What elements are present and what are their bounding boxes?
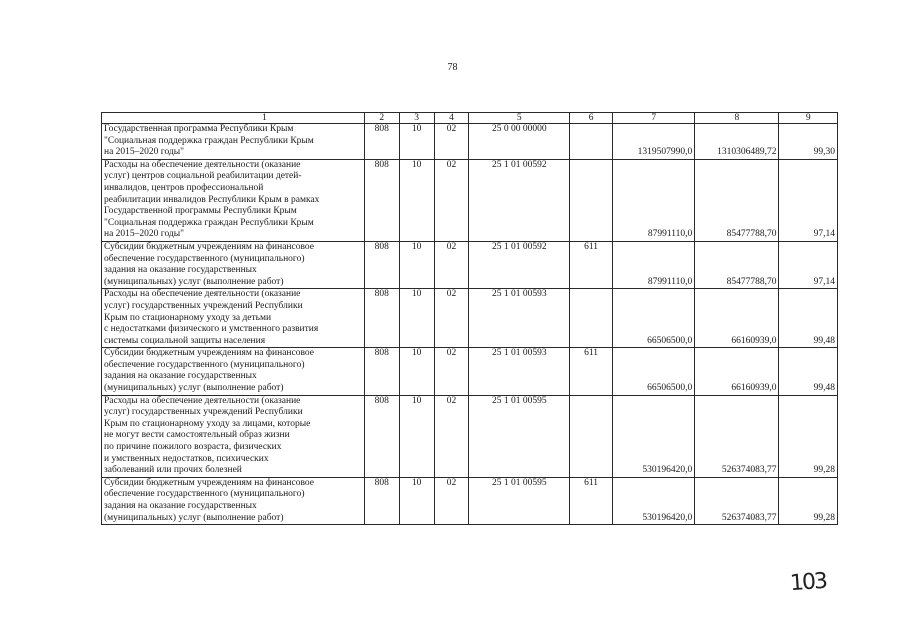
row-ministry-code: 808 xyxy=(364,289,399,348)
row-name xyxy=(102,477,365,524)
header-col-5: 5 xyxy=(469,113,570,124)
row-name-line: Государственная программа Республики Крым xyxy=(104,124,294,134)
row-ministry-code: 808 xyxy=(364,348,399,395)
header-col-4: 4 xyxy=(434,113,469,124)
row-execution-percent: 99,28 xyxy=(779,477,838,524)
row-executed-amount: 526374083,77 xyxy=(695,395,779,477)
header-col-7: 7 xyxy=(613,113,695,124)
row-target-article: 25 1 01 00592 xyxy=(469,241,570,288)
row-ministry-code: 808 xyxy=(364,395,399,477)
row-planned-amount: 530196420,0 xyxy=(613,477,695,524)
row-ministry-code: 808 xyxy=(364,159,399,241)
row-name-line: (муниципальных) услуг (выполнение работ) xyxy=(104,512,284,523)
row-name-line: на 2015–2020 годы" xyxy=(104,147,185,158)
row-name-line: системы социальной защиты населения xyxy=(104,335,266,346)
row-subsection-code: 02 xyxy=(434,289,469,348)
row-target-article: 25 1 01 00595 xyxy=(469,477,570,524)
row-target-article: 25 1 01 00593 xyxy=(469,348,570,395)
row-name-line: задания на оказание государственных xyxy=(104,371,257,382)
row-name-line: (муниципальных) услуг (выполнение работ) xyxy=(104,383,284,394)
page-number: 78 xyxy=(447,62,458,73)
row-executed-amount: 85477788,70 xyxy=(695,241,779,288)
row-subsection-code: 02 xyxy=(434,395,469,477)
row-execution-percent: 99,48 xyxy=(779,289,838,348)
table-row xyxy=(102,159,838,241)
row-name-line: не могут вести самостоятельный образ жизни xyxy=(104,430,290,441)
row-name-line: заболеваний или прочих болезней xyxy=(104,465,242,476)
table-row xyxy=(102,241,838,288)
row-name xyxy=(102,348,365,395)
row-name-line: обеспечение государственного (муниципального) xyxy=(104,489,305,500)
table-header xyxy=(102,113,838,124)
header-col-2: 2 xyxy=(364,113,399,124)
row-planned-amount: 66506500,0 xyxy=(613,348,695,395)
row-name-line: и умственных недостатков, психических xyxy=(104,453,269,464)
row-ministry-code: 808 xyxy=(364,124,399,160)
row-name-line: Расходы на обеспечение деятельности (оказание xyxy=(104,395,301,406)
row-name-line: Расходы на обеспечение деятельности (оказание xyxy=(104,159,301,170)
row-executed-amount: 66160939,0 xyxy=(695,348,779,395)
row-expense-type xyxy=(570,159,613,241)
row-name xyxy=(102,241,365,288)
row-name-line: "Социальная поддержка граждан Республики Крым xyxy=(104,217,314,228)
row-section-code: 10 xyxy=(399,348,434,395)
row-ministry-code: 808 xyxy=(364,241,399,288)
row-section-code: 10 xyxy=(399,241,434,288)
row-name-line: услуг) центров социальной реабилитации детей- xyxy=(104,171,302,182)
table-row xyxy=(102,348,838,395)
row-name-line: обеспечение государственного (муниципального) xyxy=(104,359,305,370)
row-target-article: 25 0 00 00000 xyxy=(469,124,570,160)
table-row xyxy=(102,477,838,524)
row-section-code: 10 xyxy=(399,124,434,160)
table-row xyxy=(102,395,838,477)
row-name-line: (муниципальных) услуг (выполнение работ) xyxy=(104,276,284,287)
row-name-line: на 2015–2020 годы" xyxy=(104,229,185,240)
row-execution-percent: 99,48 xyxy=(779,348,838,395)
row-section-code: 10 xyxy=(399,477,434,524)
header-col-9: 9 xyxy=(779,113,838,124)
row-planned-amount: 87991110,0 xyxy=(613,159,695,241)
row-name-line: инвалидов, центров профессиональной xyxy=(104,182,264,193)
row-name xyxy=(102,124,365,160)
row-ministry-code: 808 xyxy=(364,477,399,524)
row-target-article: 25 1 01 00593 xyxy=(469,289,570,348)
row-planned-amount: 1319507990,0 xyxy=(613,124,695,160)
row-expense-type xyxy=(570,124,613,160)
header-col-1: 1 xyxy=(102,113,365,124)
row-name-line: услуг) государственных учреждений Республики xyxy=(104,300,303,311)
row-executed-amount: 526374083,77 xyxy=(695,477,779,524)
row-name-line: услуг) государственных учреждений Республики xyxy=(104,407,303,418)
row-subsection-code: 02 xyxy=(434,241,469,288)
row-planned-amount: 87991110,0 xyxy=(613,241,695,288)
table-row xyxy=(102,124,838,160)
row-target-article: 25 1 01 00595 xyxy=(469,395,570,477)
row-name-line: Субсидии бюджетным учреждениям на финансовое xyxy=(104,348,314,359)
row-name-line: Субсидии бюджетным учреждениям на финансовое xyxy=(104,241,314,252)
row-section-code: 10 xyxy=(399,159,434,241)
row-expense-type xyxy=(570,395,613,477)
row-name-line: Субсидии бюджетным учреждениям на финансовое xyxy=(104,477,314,488)
row-name xyxy=(102,159,365,241)
row-execution-percent: 99,28 xyxy=(779,395,838,477)
row-expense-type: 611 xyxy=(570,348,613,395)
row-name-line: Крым по стационарному уходу за детьми xyxy=(104,312,272,323)
row-subsection-code: 02 xyxy=(434,348,469,395)
budget-table xyxy=(101,112,838,525)
row-section-code: 10 xyxy=(399,289,434,348)
row-name-line: Расходы на обеспечение деятельности (оказание xyxy=(104,289,301,300)
row-target-article: 25 1 01 00592 xyxy=(469,159,570,241)
header-col-8: 8 xyxy=(695,113,779,124)
row-name-line: по причине пожилого возраста, физических xyxy=(104,442,282,453)
table-row xyxy=(102,289,838,348)
row-section-code: 10 xyxy=(399,395,434,477)
row-name-line: задания на оказание государственных xyxy=(104,501,257,511)
row-planned-amount: 66506500,0 xyxy=(613,289,695,348)
row-expense-type xyxy=(570,289,613,348)
row-subsection-code: 02 xyxy=(434,159,469,241)
table-body xyxy=(102,124,838,525)
row-expense-type: 611 xyxy=(570,241,613,288)
row-subsection-code: 02 xyxy=(434,477,469,524)
header-col-6: 6 xyxy=(570,113,613,124)
row-executed-amount: 1310306489,72 xyxy=(695,124,779,160)
row-execution-percent: 99,30 xyxy=(779,124,838,160)
row-planned-amount: 530196420,0 xyxy=(613,395,695,477)
row-expense-type: 611 xyxy=(570,477,613,524)
row-executed-amount: 66160939,0 xyxy=(695,289,779,348)
row-name-line: обеспечение государственного (муниципального) xyxy=(104,253,305,264)
row-name xyxy=(102,289,365,348)
row-name xyxy=(102,395,365,477)
row-subsection-code: 02 xyxy=(434,124,469,160)
row-name-line: "Социальная поддержка граждан Республики Крым xyxy=(104,135,314,146)
header-col-3: 3 xyxy=(399,113,434,124)
handwritten-page-number: 103 xyxy=(789,568,827,597)
row-name-line: реабилитации инвалидов Республики Крым в рамках xyxy=(104,194,320,205)
row-name-line: Государственной программы Республики Крым xyxy=(104,206,297,217)
row-name-line: задания на оказание государственных xyxy=(104,265,257,276)
row-execution-percent: 97,14 xyxy=(779,241,838,288)
row-name-line: Крым по стационарному уходу за лицами, которые xyxy=(104,418,311,429)
row-execution-percent: 97,14 xyxy=(779,159,838,241)
row-name-line: с недостатками физического и умственного развития xyxy=(104,324,319,335)
row-executed-amount: 85477788,70 xyxy=(695,159,779,241)
